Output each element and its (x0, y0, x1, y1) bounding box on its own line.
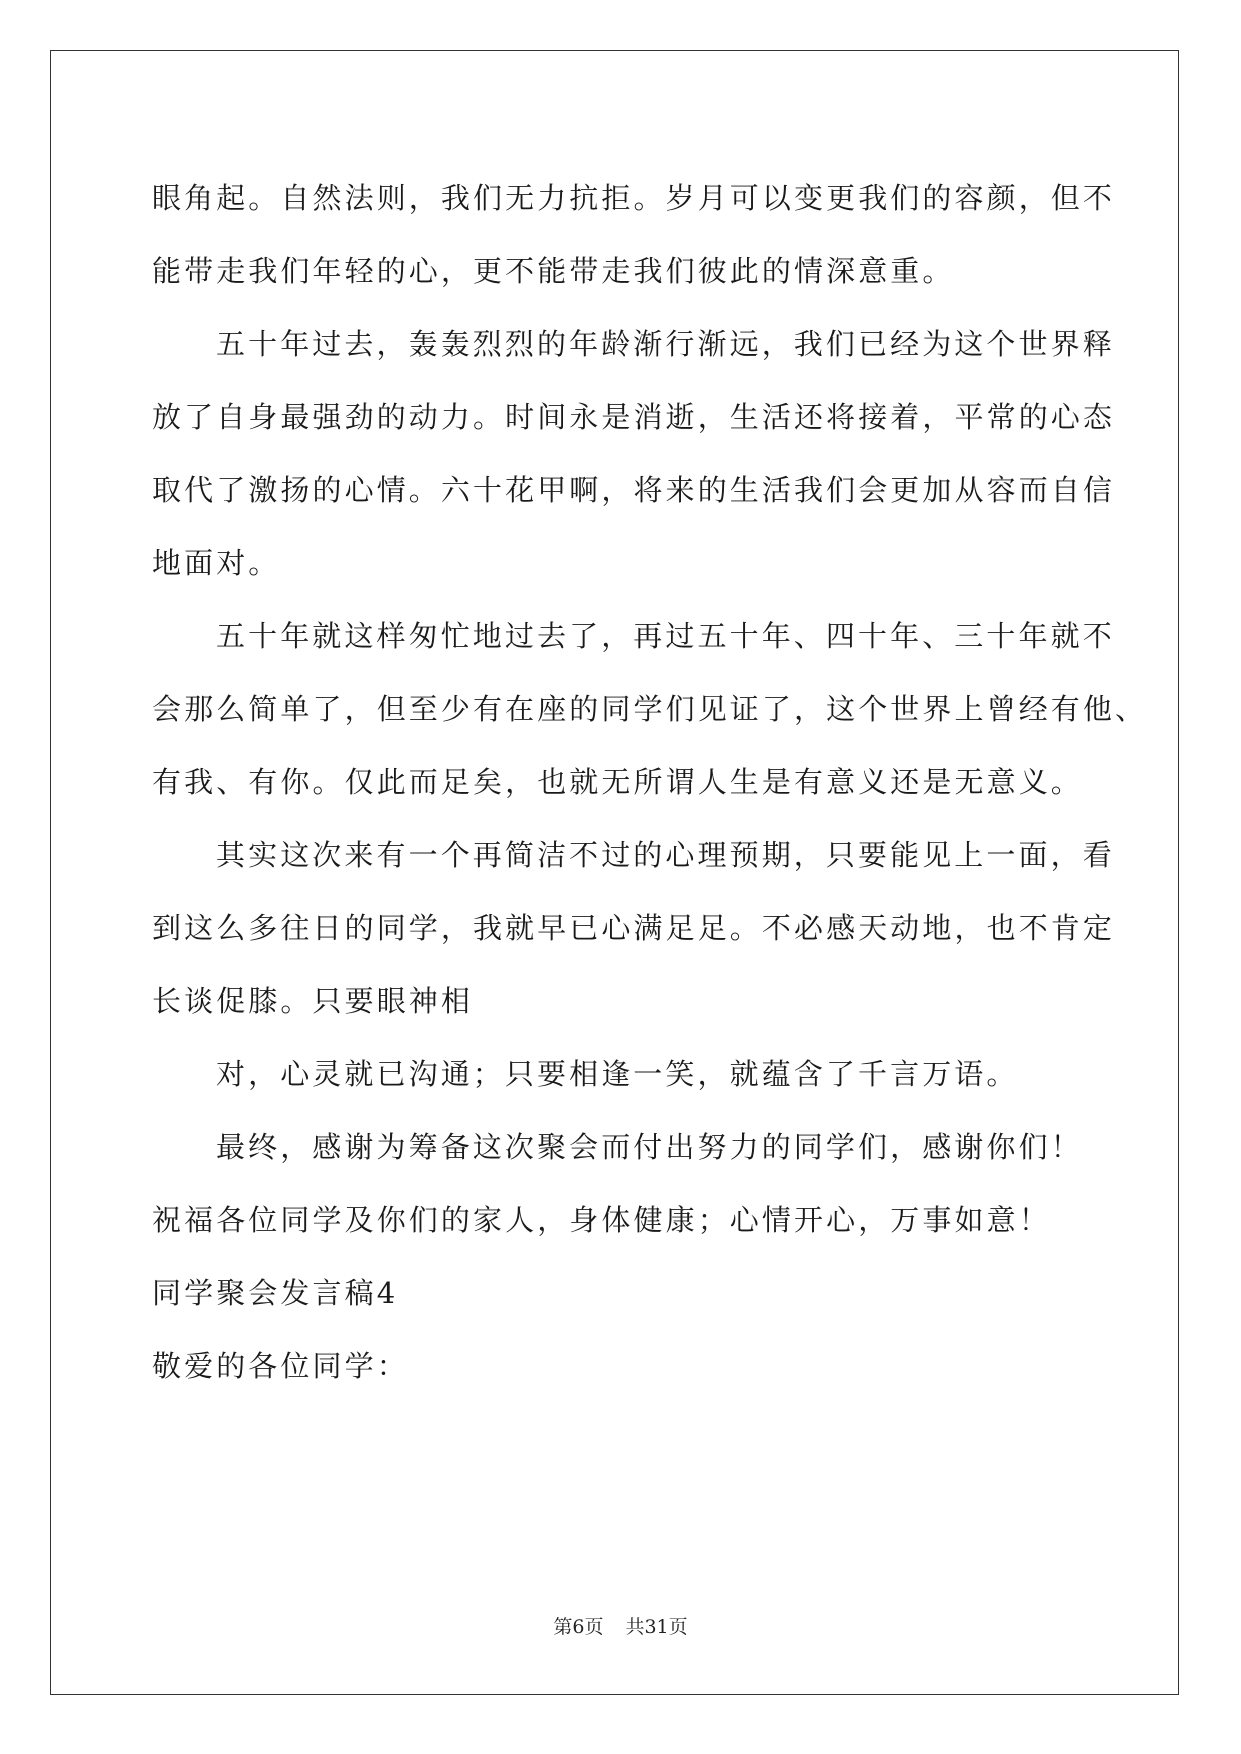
salutation: 敬爱的各位同学： (152, 1349, 409, 1383)
page-number: 第6页 (553, 1616, 604, 1638)
page-footer (0, 1612, 1241, 1639)
text-line: 长谈促膝。只要眼神相 (152, 984, 474, 1018)
page-total: 共31页 (625, 1616, 688, 1638)
section-heading: 同学聚会发言稿4 (152, 1276, 399, 1310)
text-line: 放了自身最强劲的动力。时间永是消逝，生活还将接着，平常的心态 (152, 400, 1116, 434)
paragraph-start-line: 对，心灵就已沟通；只要相逢一笑，就蕴含了千言万语。 (216, 1057, 1019, 1091)
paragraph-start-line: 最终，感谢为筹备这次聚会而付出努力的同学们，感谢你们！ (216, 1130, 1083, 1164)
document-body (152, 162, 1148, 1403)
text-line: 有我、有你。仅此而足矣，也就无所谓人生是有意义还是无意义。 (152, 765, 1083, 799)
text-line: 祝福各位同学及你们的家人，身体健康；心情开心，万事如意！ (152, 1203, 1051, 1237)
text-line: 到这么多往日的同学，我就早已心满足足。不必感天动地，也不肯定 (152, 911, 1116, 945)
paragraph-start-line: 五十年就这样匆忙地过去了，再过五十年、四十年、三十年就不 (216, 619, 1115, 653)
text-line: 地面对。 (152, 546, 281, 580)
paragraph-start-line: 五十年过去，轰轰烈烈的年龄渐行渐远，我们已经为这个世界释 (216, 327, 1115, 361)
text-line: 会那么简单了，但至少有在座的同学们见证了，这个世界上曾经有他、 (152, 692, 1148, 726)
text-line: 能带走我们年轻的心，更不能带走我们彼此的情深意重。 (152, 254, 955, 288)
text-line: 眼角起。自然法则，我们无力抗拒。岁月可以变更我们的容颜，但不 (152, 181, 1116, 215)
paragraph-start-line: 其实这次来有一个再简洁不过的心理预期，只要能见上一面，看 (216, 838, 1115, 872)
text-line: 取代了激扬的心情。六十花甲啊，将来的生活我们会更加从容而自信 (152, 473, 1116, 507)
